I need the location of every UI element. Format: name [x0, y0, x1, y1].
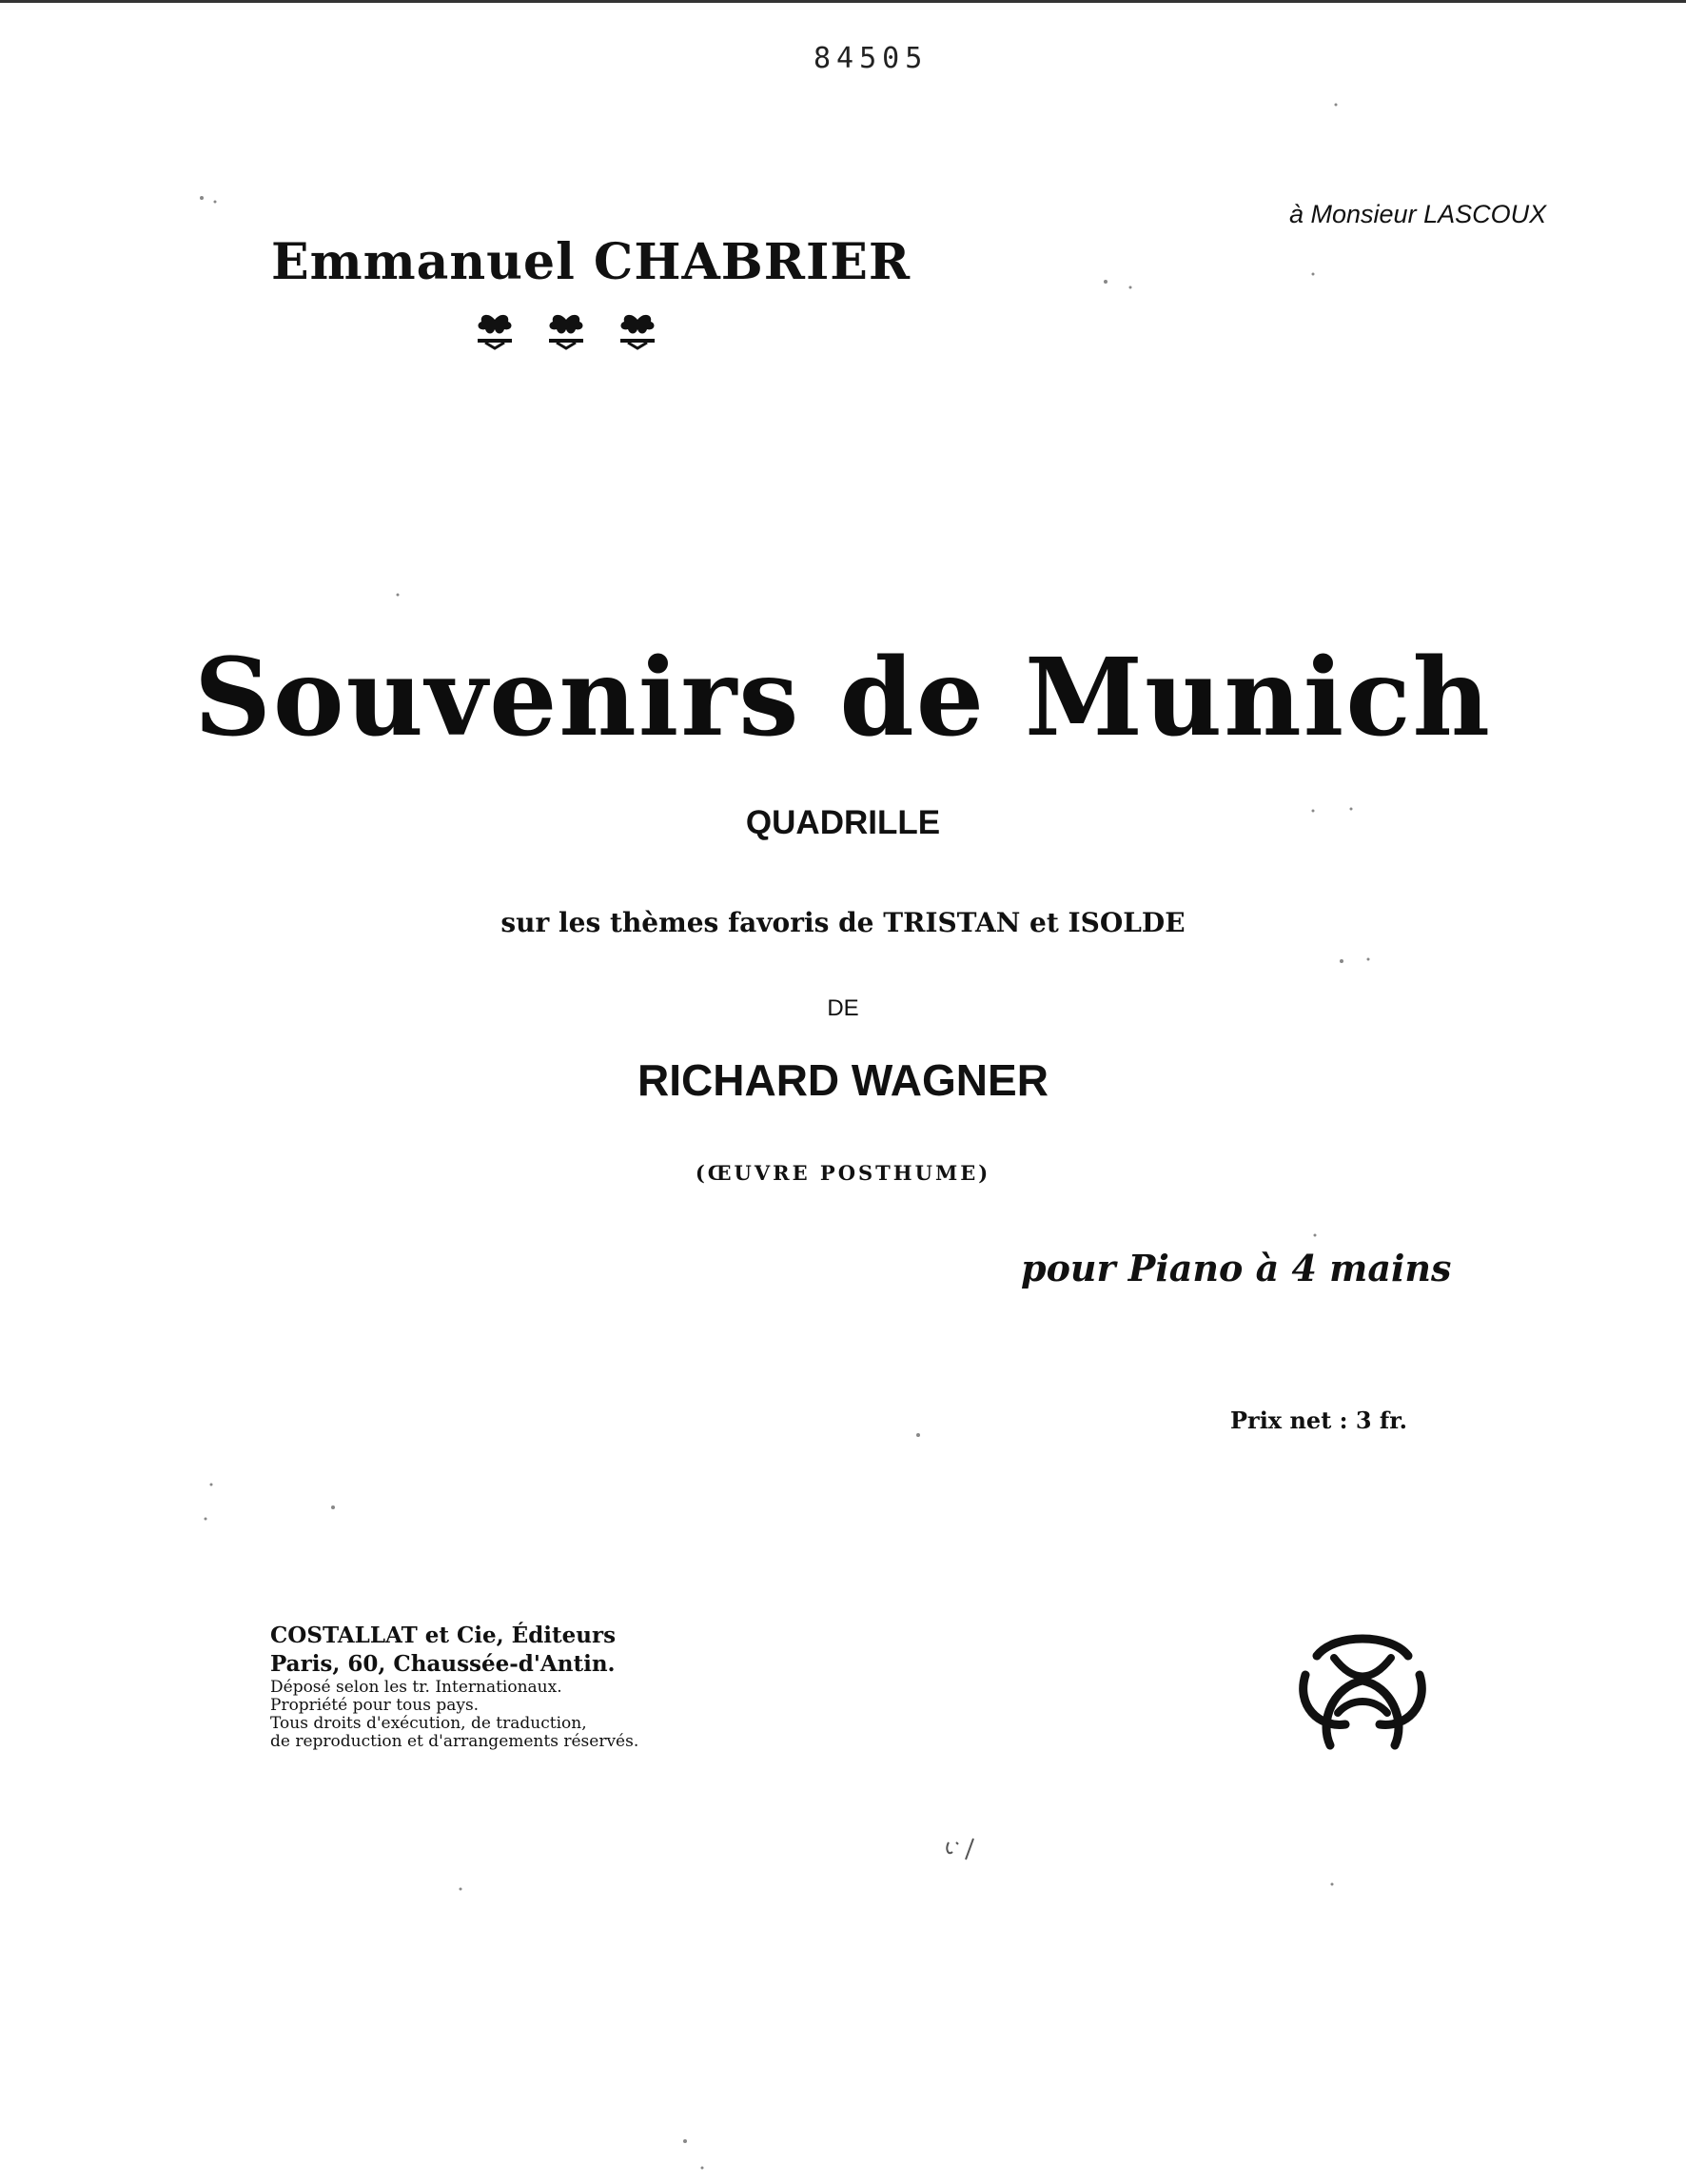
pencil-mark	[945, 1835, 983, 1863]
original-composer: RICHARD WAGNER	[637, 1055, 1049, 1105]
fleuron-ornament-icon	[549, 315, 583, 348]
interlaced-rings-publisher-logo	[1296, 1629, 1429, 1755]
publisher-name: COSTALLAT et Cie, Éditeurs	[270, 1623, 617, 1648]
de-label: DE	[827, 995, 859, 1021]
page-title: Souvenirs de Munich	[194, 636, 1492, 760]
publisher-address: Paris, 60, Chaussée-d'Antin.	[270, 1651, 616, 1677]
legal-deposit: Déposé selon les tr. Internationaux.	[270, 1678, 562, 1697]
posthumous-note: (ŒUVRE POSTHUME)	[695, 1161, 991, 1185]
legal-property: Propriété pour tous pays.	[270, 1696, 480, 1715]
subtitle: QUADRILLE	[745, 804, 941, 841]
dedication-prefix: à Monsieur	[1289, 200, 1417, 228]
scan-top-border	[0, 0, 1686, 3]
price: Prix net : 3 fr.	[1230, 1407, 1408, 1434]
instrumentation: pour Piano à 4 mains	[1021, 1247, 1452, 1289]
publisher-block	[270, 1622, 638, 1751]
themes-line: sur les thèmes favoris de TRISTAN et ISOLDE	[500, 907, 1186, 938]
fleuron-ornament-icon	[620, 315, 655, 348]
fleuron-ornament-row	[457, 306, 676, 350]
legal-rights: Tous droits d'exécution, de traduction,	[270, 1714, 587, 1733]
dedication	[1289, 200, 1546, 229]
legal-rights-cont: de reproduction et d'arrangements réservés.	[270, 1732, 639, 1751]
catalog-number: 84505	[814, 42, 929, 75]
composer-name: Emmanuel CHABRIER	[271, 233, 912, 291]
fleuron-ornament-icon	[478, 315, 512, 348]
dedication-name: LASCOUX	[1423, 200, 1547, 228]
